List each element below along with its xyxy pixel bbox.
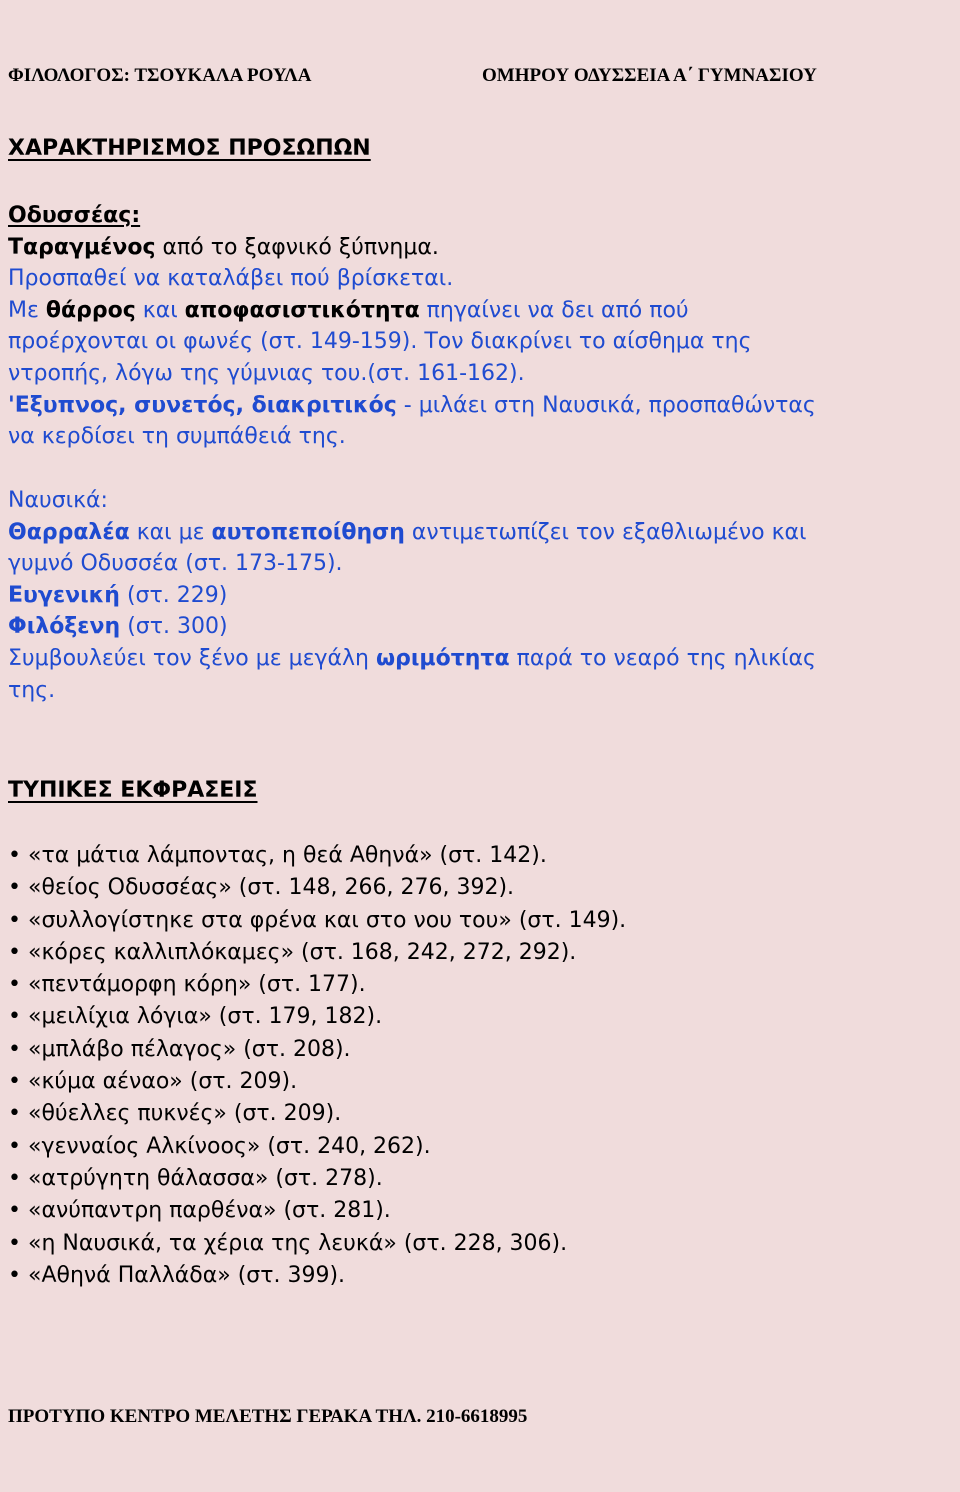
bullet-icon: • [8,1004,21,1030]
odysseus-line-3: Με θάρρος και αποφασιστικότητα πηγαίνει να δει από πού [8,297,689,323]
bullet-icon: • [8,1036,21,1062]
odysseus-line-6: 'Εξυπνος, συνετός, διακριτικός - μιλάει στη Ναυσικά, προσπαθώντας [8,392,816,418]
list-item-text: «ατρύγητη θάλασσα» (στ. 278). [28,1165,383,1191]
section-title-text: ΤΥΠΙΚΕΣ ΕΚΦΡΑΣΕΙΣ [8,778,258,803]
odysseus-line-4: προέρχονται οι φωνές (στ. 149-159). Τον διακρίνει το αίσθημα της [8,329,752,355]
bullet-icon: • [8,1133,21,1159]
list-item [8,937,626,969]
nausicaa-line-4: Φιλόξενη (στ. 300) [8,614,228,640]
list-item [8,1098,626,1130]
bullet-icon: • [8,939,21,965]
list-item [8,1260,626,1292]
bullet-icon: • [8,875,21,901]
list-item [8,905,626,937]
bullet-icon: • [8,1069,21,1095]
list-item [8,1001,626,1033]
nausicaa-line-2: γυμνό Οδυσσέα (στ. 173-175). [8,551,343,577]
list-item [8,1034,626,1066]
section-title-text: ΧΑΡΑΚΤΗΡΙΣΜΟΣ ΠΡΟΣΩΠΩΝ [8,136,371,161]
list-item-text: «μειλίχια λόγια» (στ. 179, 182). [28,1004,383,1030]
list-item-text: «τα μάτια λάμποντας, η θεά Αθηνά» (στ. 142). [28,843,547,868]
odysseus-heading: Οδυσσέας: [8,203,141,228]
header-course-title: ΟΜΗΡΟΥ ΟΔΥΣΣΕΙΑ Α΄ ΓΥΜΝΑΣΙΟΥ [482,65,817,86]
typical-expressions-list [8,840,626,1292]
odysseus-line-7: να κερδίσει τη συμπάθειά της. [8,424,346,450]
list-item-text: «κόρες καλλιπλόκαμες» (στ. 168, 242, 272, 292). [28,939,577,965]
list-item-text: «ανύπαντρη παρθένα» (στ. 281). [28,1198,391,1224]
list-item [8,840,626,872]
list-item [8,1163,626,1195]
nausicaa-line-5: Συμβουλεύει τον ξένο με μεγάλη ωριμότητα παρά το νεαρό της ηλικίας [8,645,816,671]
list-item-text: «γενναίος Αλκίνοος» (στ. 240, 262). [28,1133,431,1159]
list-item-text: «η Ναυσικά, τα χέρια της λευκά» (στ. 228, 306). [28,1230,568,1256]
list-item-text: «πεντάμορφη κόρη» (στ. 177). [28,972,366,998]
list-item [8,1228,626,1260]
list-item [8,1131,626,1163]
bullet-icon: • [8,843,21,868]
section-title-typical-expressions [8,775,953,807]
list-item-text: «μπλάβο πέλαγος» (στ. 208). [28,1036,351,1062]
list-item-text: «Αθηνά Παλλάδα» (στ. 399). [28,1262,346,1288]
nausicaa-heading: Ναυσικά: [8,488,108,513]
odysseus-section [8,200,953,453]
footer-contact: ΠΡΟΤΥΠΟ ΚΕΝΤΡΟ ΜΕΛΕΤΗΣ ΓΕΡΑΚΑ ΤΗΛ. 210-6618995 [8,1406,528,1427]
header-teacher-name: ΦΙΛΟΛΟΓΟΣ: ΤΣΟΥΚΑΛΑ ΡΟΥΛΑ [8,65,312,86]
bullet-icon: • [8,1262,21,1288]
nausicaa-line-1: Θαρραλέα και με αυτοπεποίθηση αντιμετωπίζει τον εξαθλιωμένο και [8,519,807,545]
nausicaa-line-3: Ευγενική (στ. 229) [8,582,228,608]
list-item [8,872,626,904]
bullet-icon: • [8,1101,21,1127]
nausicaa-section [8,485,953,706]
list-item-text: «κύμα αέναο» (στ. 209). [28,1069,298,1095]
bullet-icon: • [8,1230,21,1256]
list-item [8,1195,626,1227]
bullet-icon: • [8,972,21,998]
odysseus-line-1: Ταραγμένος από το ξαφνικό ξύπνημα. [8,234,439,260]
nausicaa-line-6: της. [8,677,56,703]
list-item-text: «θύελλες πυκνές» (στ. 209). [28,1101,342,1127]
bullet-icon: • [8,1198,21,1224]
bullet-icon: • [8,1165,21,1191]
list-item [8,969,626,1001]
section-title-characterization [8,133,953,165]
list-item-text: «συλλογίστηκε στα φρένα και στο νου του» (στ. 149). [28,907,627,933]
list-item [8,1066,626,1098]
odysseus-line-5: ντροπής, λόγω της γύμνιας του.(στ. 161-162). [8,360,525,386]
bullet-icon: • [8,907,21,933]
list-item-text: «θείος Οδυσσέας» (στ. 148, 266, 276, 392). [28,875,515,901]
odysseus-line-2: Προσπαθεί να καταλάβει πού βρίσκεται. [8,266,454,292]
